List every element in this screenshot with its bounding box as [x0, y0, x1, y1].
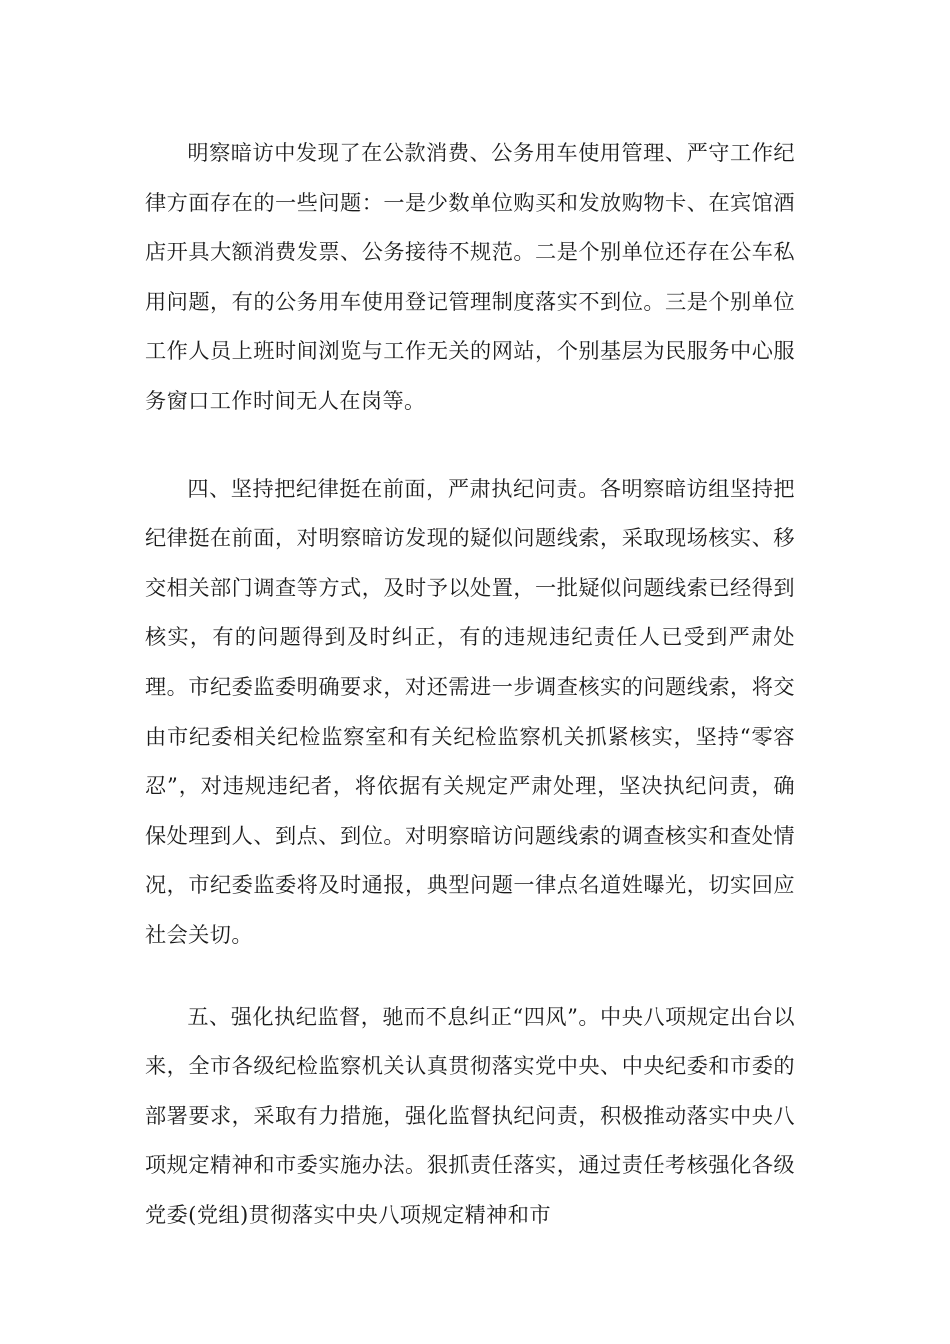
paragraph-findings: 明察暗访中发现了在公款消费、公务用车使用管理、严守工作纪律方面存在的一些问题：一是少数单位购买和发放购物卡、在宾馆酒店开具大额消费发票、公务接待不规范。二是个别单位还存在公车私用问题，有的公务用车使用登记管理制度落实不到位。三是个别单位工作人员上班时间浏览与工作无关的网站，个别基层为民服务中心服务窗口工作时间无人在岗等。 [145, 140, 795, 413]
document-body [145, 128, 795, 1277]
paragraph-section-five: 五、强化执纪监督，驰而不息纠正“四风”。中央八项规定出台以来，全市各级纪检监察机关认真贯彻落实党中央、中央纪委和市委的部署要求，采取有力措施，强化监督执纪问责，积极推动落实中央八项规定精神和市委实施办法。狠抓责任落实，通过责任考核强化各级党委(党组)贯彻落实中央八项规定精神和市 [145, 1003, 795, 1227]
paragraph-section-four: 四、坚持把纪律挺在前面，严肃执纪问责。各明察暗访组坚持把纪律挺在前面，对明察暗访发现的疑似问题线索，采取现场核实、移交相关部门调查等方式，及时予以处置，一批疑似问题线索已经得到核实，有的问题得到及时纠正，有的违规违纪责任人已受到严肃处理。市纪委监委明确要求，对还需进一步调查核实的问题线索，将交由市纪委相关纪检监察室和有关纪检监察机关抓紧核实，坚持“零容忍”，对违规违纪者，将依据有关规定严肃处理，坚决执纪问责，确保处理到人、到点、到位。对明察暗访问题线索的调查核实和查处情况，市纪委监委将及时通报，典型问题一律点名道姓曝光，切实回应社会关切。 [145, 475, 795, 947]
